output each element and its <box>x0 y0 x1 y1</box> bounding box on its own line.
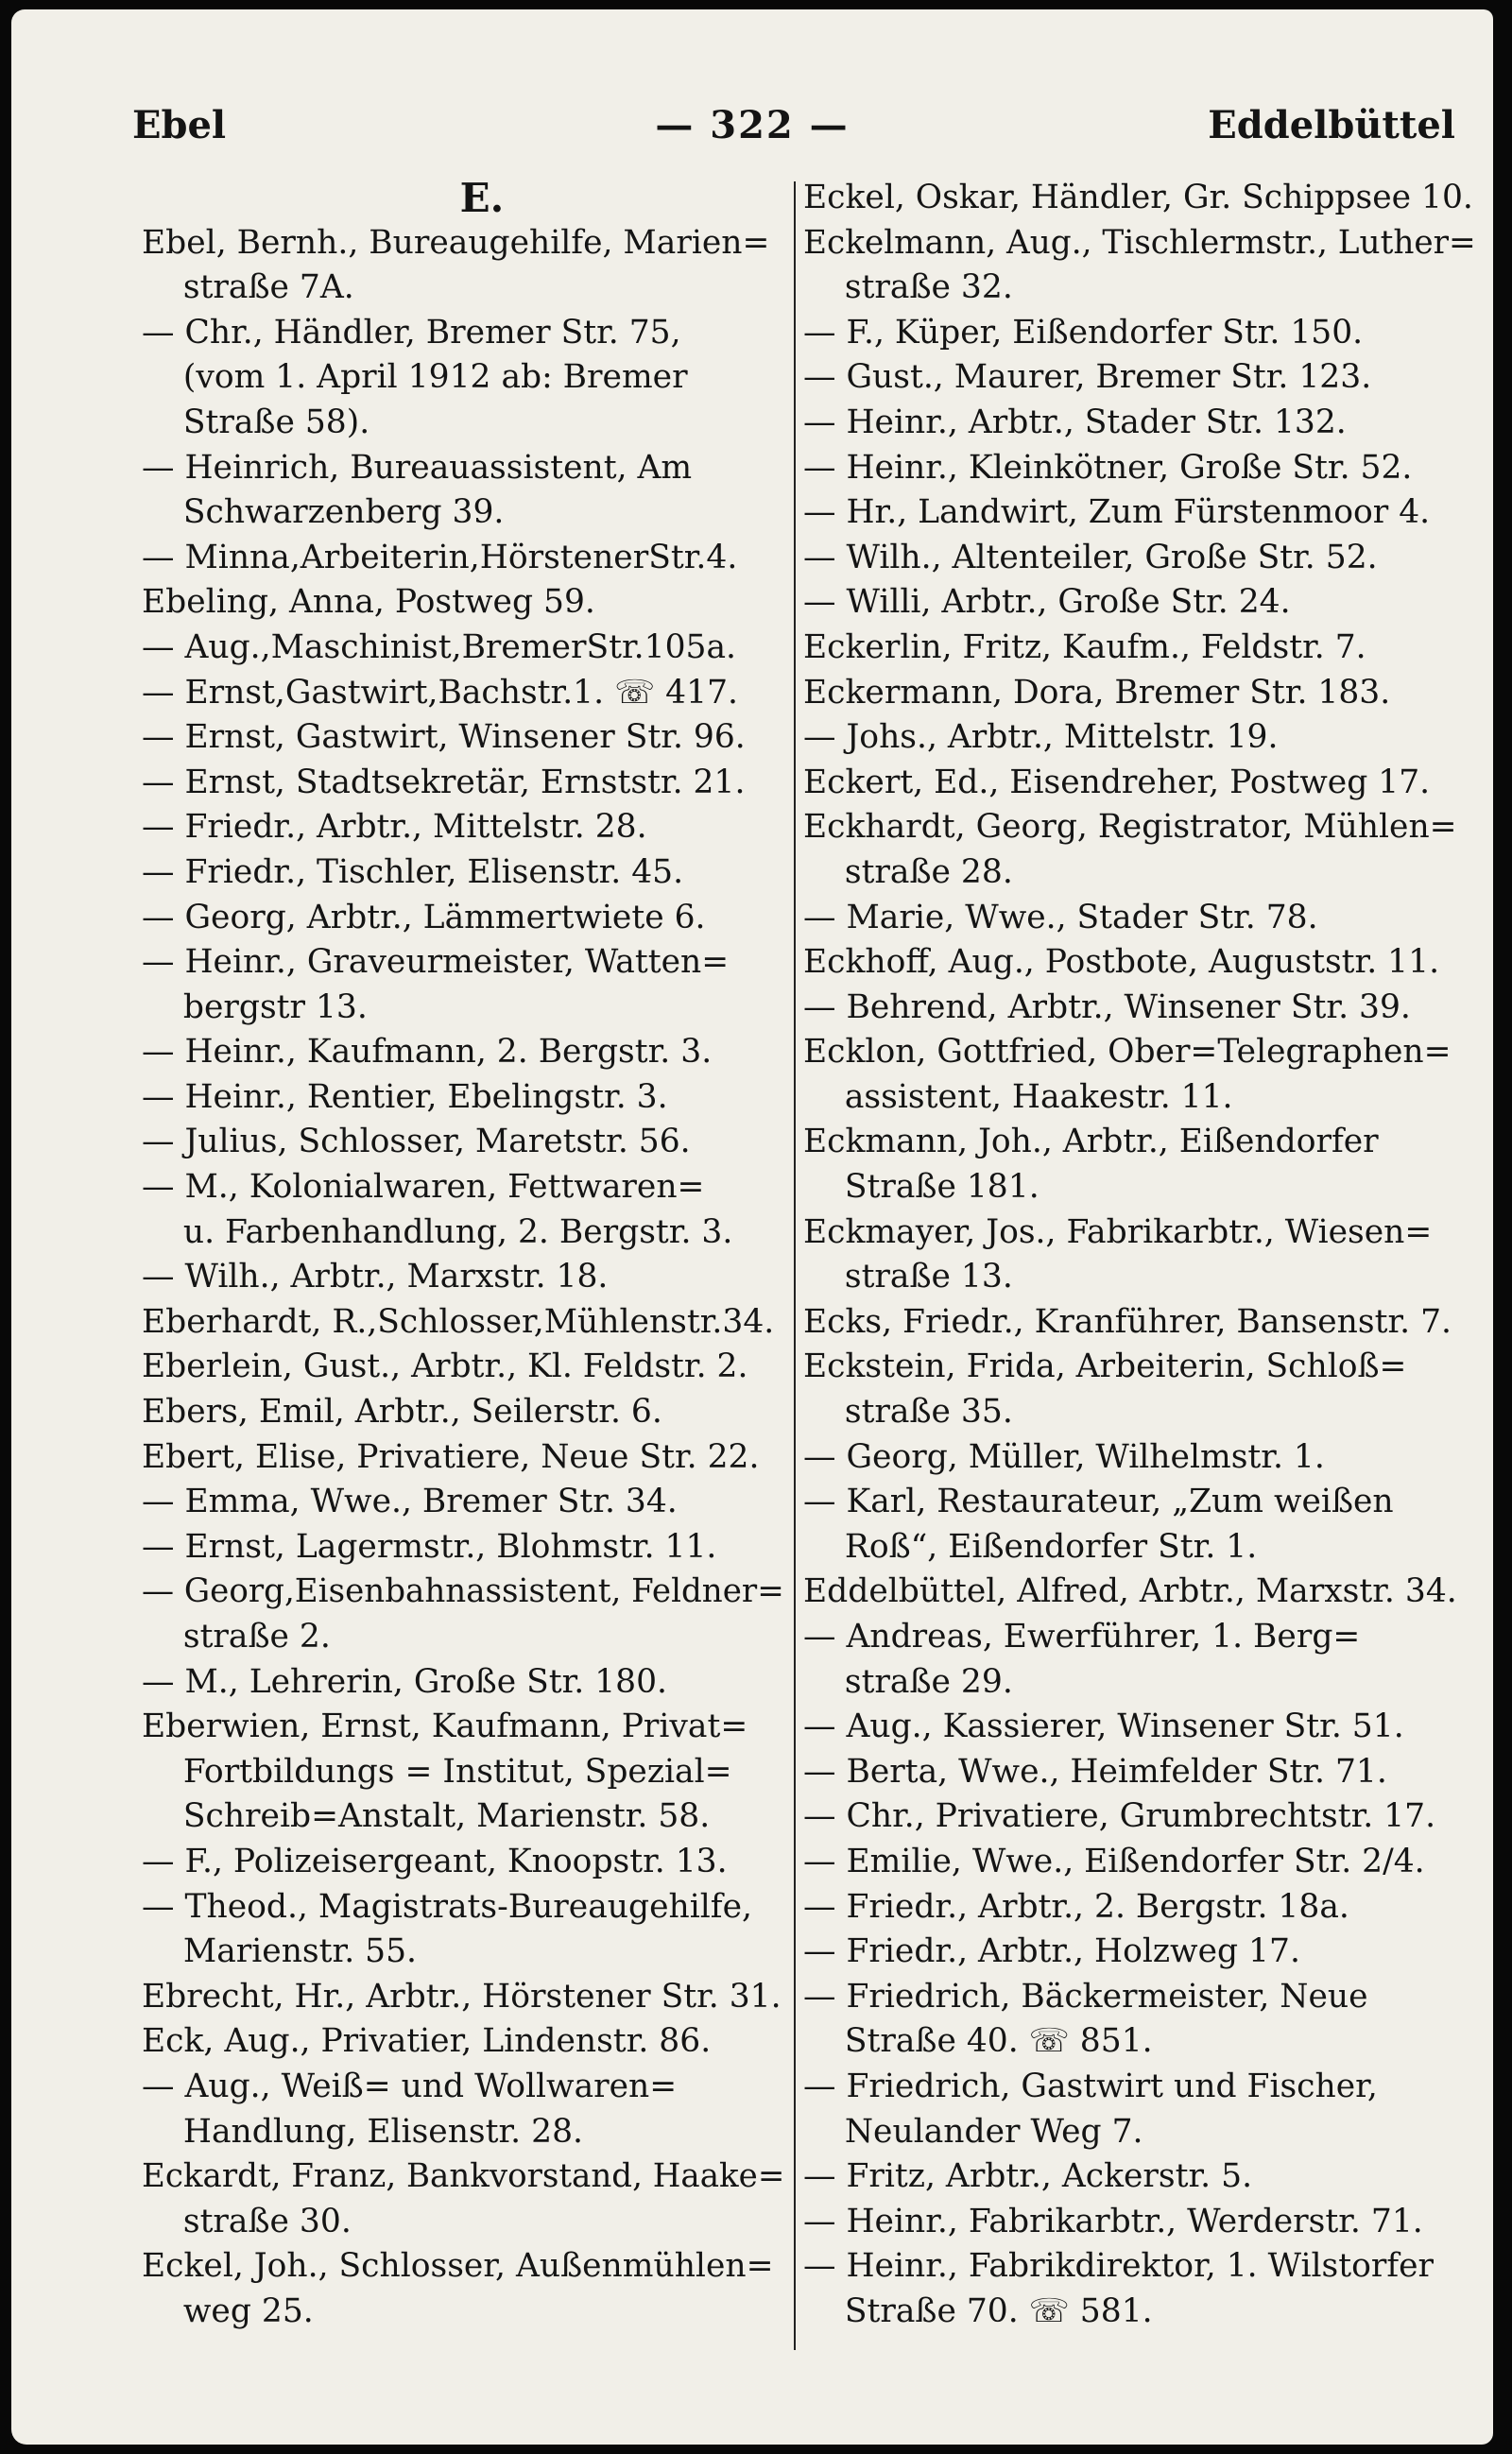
column-divider <box>794 181 796 2350</box>
entry-line: — Minna,Arbeiterin,HörstenerStr.4. <box>142 538 738 576</box>
entry-line: Eberwien, Ernst, Kaufmann, Privat= <box>142 1708 748 1746</box>
entry-line: — F., Küper, Eißendorfer Str. 150. <box>803 313 1364 352</box>
entry-line: straße 35. <box>803 1393 1013 1432</box>
entry-line: — Chr., Händler, Bremer Str. 75, <box>142 313 681 352</box>
entry-line: Ebert, Elise, Privatiere, Neue Str. 22. <box>142 1437 760 1476</box>
entry-line: — Aug.,Maschinist,BremerStr.105a. <box>142 627 737 666</box>
entry-line: — Friedrich, Bäckermeister, Neue <box>803 1977 1368 2016</box>
entry-line: — Georg, Müller, Wilhelmstr. 1. <box>803 1437 1325 1476</box>
entry-line: — Heinr., Kaufmann, 2. Bergstr. 3. <box>142 1033 713 1072</box>
entry-line: Eddelbüttel, Alfred, Arbtr., Marxstr. 34. <box>803 1572 1457 1611</box>
entry-line: — Marie, Wwe., Stader Str. 78. <box>803 898 1318 936</box>
entry-line: Ecks, Friedr., Kranführer, Bansenstr. 7. <box>803 1302 1452 1341</box>
entry-line: — Friedrich, Gastwirt und Fischer, <box>803 2067 1378 2105</box>
entry-line: Eckel, Joh., Schlosser, Außenmühlen= <box>142 2247 774 2286</box>
entry-line: Eckhoff, Aug., Postbote, Auguststr. 11. <box>803 943 1440 982</box>
entry-line: Straße 58). <box>142 403 370 441</box>
entry-line: — Heinr., Fabrikarbtr., Werderstr. 71. <box>803 2202 1423 2240</box>
entry-line: — Willi, Arbtr., Große Str. 24. <box>803 583 1291 622</box>
entry-line: — Friedr., Arbtr., 2. Bergstr. 18a. <box>803 1887 1349 1926</box>
running-head-right: Eddelbüttel <box>1208 103 1455 147</box>
entry-line: Eckmayer, Jos., Fabrikarbtr., Wiesen= <box>803 1212 1433 1251</box>
entry-line: — Friedr., Arbtr., Mittelstr. 28. <box>142 808 647 847</box>
entry-line: Neulander Weg 7. <box>803 2112 1143 2151</box>
entry-line: — Wilh., Altenteiler, Große Str. 52. <box>803 538 1378 576</box>
entry-line: — Ernst, Lagermstr., Blohmstr. 11. <box>142 1527 717 1566</box>
directory-page <box>11 9 1493 2445</box>
entry-line: — Heinr., Kleinkötner, Große Str. 52. <box>803 448 1413 487</box>
entry-line: weg 25. <box>142 2291 314 2330</box>
entry-line: — Chr., Privatiere, Grumbrechtstr. 17. <box>803 1797 1436 1836</box>
entry-line: straße 2. <box>142 1618 331 1656</box>
left-column <box>142 176 784 2335</box>
entry-line: Fortbildungs = Institut, Spezial= <box>142 1752 732 1791</box>
entry-line: — Behrend, Arbtr., Winsener Str. 39. <box>803 987 1411 1026</box>
entry-line: u. Farbenhandlung, 2. Bergstr. 3. <box>142 1212 733 1251</box>
left-entry-list <box>142 221 784 2335</box>
entry-line: — M., Kolonialwaren, Fettwaren= <box>142 1168 705 1207</box>
entry-line: Ebeling, Anna, Postweg 59. <box>142 583 595 622</box>
entry-line: — Emilie, Wwe., Eißendorfer Str. 2/4. <box>803 1842 1425 1880</box>
entry-line: straße 32. <box>803 268 1013 307</box>
entry-line: — Hr., Landwirt, Zum Fürstenmoor 4. <box>803 493 1431 532</box>
entry-line: Eberhardt, R.,Schlosser,Mühlenstr.34. <box>142 1302 775 1341</box>
entry-line: Eckermann, Dora, Bremer Str. 183. <box>803 673 1391 712</box>
entry-line: Eckel, Oskar, Händler, Gr. Schippsee 10. <box>803 179 1473 216</box>
entry-line: — M., Lehrerin, Große Str. 180. <box>142 1662 668 1701</box>
entry-line: — Ernst, Gastwirt, Winsener Str. 96. <box>142 718 746 757</box>
entry-line: straße 29. <box>803 1662 1013 1701</box>
entry-line: — Friedr., Tischler, Elisenstr. 45. <box>142 852 684 891</box>
entry-line: bergstr 13. <box>142 987 368 1026</box>
right-column <box>803 176 1476 2335</box>
entry-line: Roß“, Eißendorfer Str. 1. <box>803 1527 1258 1566</box>
entry-line: Schreib=Anstalt, Marienstr. 58. <box>142 1797 711 1836</box>
entry-line: straße 7A. <box>142 268 354 307</box>
entry-line: Straße 40. ☏ 851. <box>803 2022 1153 2061</box>
entry-line: Schwarzenberg 39. <box>142 493 505 532</box>
section-letter: E. <box>459 175 505 221</box>
entry-line: — Ernst, Stadtsekretär, Ernststr. 21. <box>142 763 746 801</box>
entry-line: assistent, Haakestr. 11. <box>803 1077 1233 1116</box>
page-number: — 322 — <box>655 103 850 147</box>
entry-line: — Berta, Wwe., Heimfelder Str. 71. <box>803 1752 1387 1791</box>
entry-line: Ebrecht, Hr., Arbtr., Hörstener Str. 31. <box>142 1977 782 2016</box>
entry-line: — Heinrich, Bureauassistent, Am <box>142 448 693 487</box>
entry-line: Eckardt, Franz, Bankvorstand, Haake= <box>142 2157 785 2196</box>
entry-line: — Heinr., Graveurmeister, Watten= <box>142 943 730 982</box>
entry-line: — Heinr., Rentier, Ebelingstr. 3. <box>142 1077 668 1116</box>
entry-line: — Emma, Wwe., Bremer Str. 34. <box>142 1483 678 1521</box>
right-entry-list <box>803 176 1476 2335</box>
entry-line: Eckhardt, Georg, Registrator, Mühlen= <box>803 808 1457 847</box>
entry-line: straße 13. <box>803 1258 1013 1296</box>
entry-line: Ecklon, Gottfried, Ober=Telegraphen= <box>803 1033 1452 1072</box>
entry-line: — Wilh., Arbtr., Marxstr. 18. <box>142 1258 609 1296</box>
entry-line: — Heinr., Fabrikdirektor, 1. Wilstorfer <box>803 2247 1435 2286</box>
entry-line: — F., Polizeisergeant, Knoopstr. 13. <box>142 1842 728 1880</box>
entry-line: — Andreas, Ewerführer, 1. Berg= <box>803 1618 1361 1656</box>
entry-line: straße 28. <box>803 852 1013 891</box>
entry-line: Ebel, Bernh., Bureaugehilfe, Marien= <box>142 223 770 262</box>
entry-line: Straße 181. <box>803 1168 1040 1207</box>
entry-line: Eberlein, Gust., Arbtr., Kl. Feldstr. 2. <box>142 1347 748 1386</box>
entry-line: — Ernst,Gastwirt,Bachstr.1. ☏ 417. <box>142 673 738 712</box>
entry-line: — Friedr., Arbtr., Holzweg 17. <box>803 1932 1300 1971</box>
entry-line: — Georg,Eisenbahnassistent, Feldner= <box>142 1572 784 1611</box>
entry-line: Eckelmann, Aug., Tischlermstr., Luther= <box>803 223 1476 262</box>
entry-line: — Aug., Weiß= und Wollwaren= <box>142 2067 678 2105</box>
entry-line: Eckstein, Frida, Arbeiterin, Schloß= <box>803 1347 1407 1386</box>
entry-line: Handlung, Elisenstr. 28. <box>142 2112 583 2151</box>
entry-line: — Johs., Arbtr., Mittelstr. 19. <box>803 718 1279 757</box>
entry-line: — Karl, Restaurateur, „Zum weißen <box>803 1483 1394 1521</box>
entry-line: (vom 1. April 1912 ab: Bremer <box>142 358 688 397</box>
entry-line: — Fritz, Arbtr., Ackerstr. 5. <box>803 2157 1253 2196</box>
entry-line: straße 30. <box>142 2202 352 2240</box>
entry-line: Straße 70. ☏ 581. <box>803 2291 1153 2330</box>
running-head-left: Ebel <box>132 103 227 147</box>
entry-line: — Julius, Schlosser, Maretstr. 56. <box>142 1123 691 1161</box>
entry-line: — Theod., Magistrats-Bureaugehilfe, <box>142 1887 752 1926</box>
entry-line: Marienstr. 55. <box>142 1932 417 1971</box>
entry-line: Ebers, Emil, Arbtr., Seilerstr. 6. <box>142 1393 662 1432</box>
entry-line: Eckerlin, Fritz, Kaufm., Feldstr. 7. <box>803 627 1366 666</box>
entry-line: Eckmann, Joh., Arbtr., Eißendorfer <box>803 1123 1379 1161</box>
entry-line: Eckert, Ed., Eisendreher, Postweg 17. <box>803 763 1431 801</box>
entry-line: — Gust., Maurer, Bremer Str. 123. <box>803 358 1372 397</box>
entry-line: — Georg, Arbtr., Lämmertwiete 6. <box>142 898 706 936</box>
entry-line: — Heinr., Arbtr., Stader Str. 132. <box>803 403 1347 441</box>
entry-line: Eck, Aug., Privatier, Lindenstr. 86. <box>142 2022 712 2061</box>
entry-line: — Aug., Kassierer, Winsener Str. 51. <box>803 1708 1404 1746</box>
